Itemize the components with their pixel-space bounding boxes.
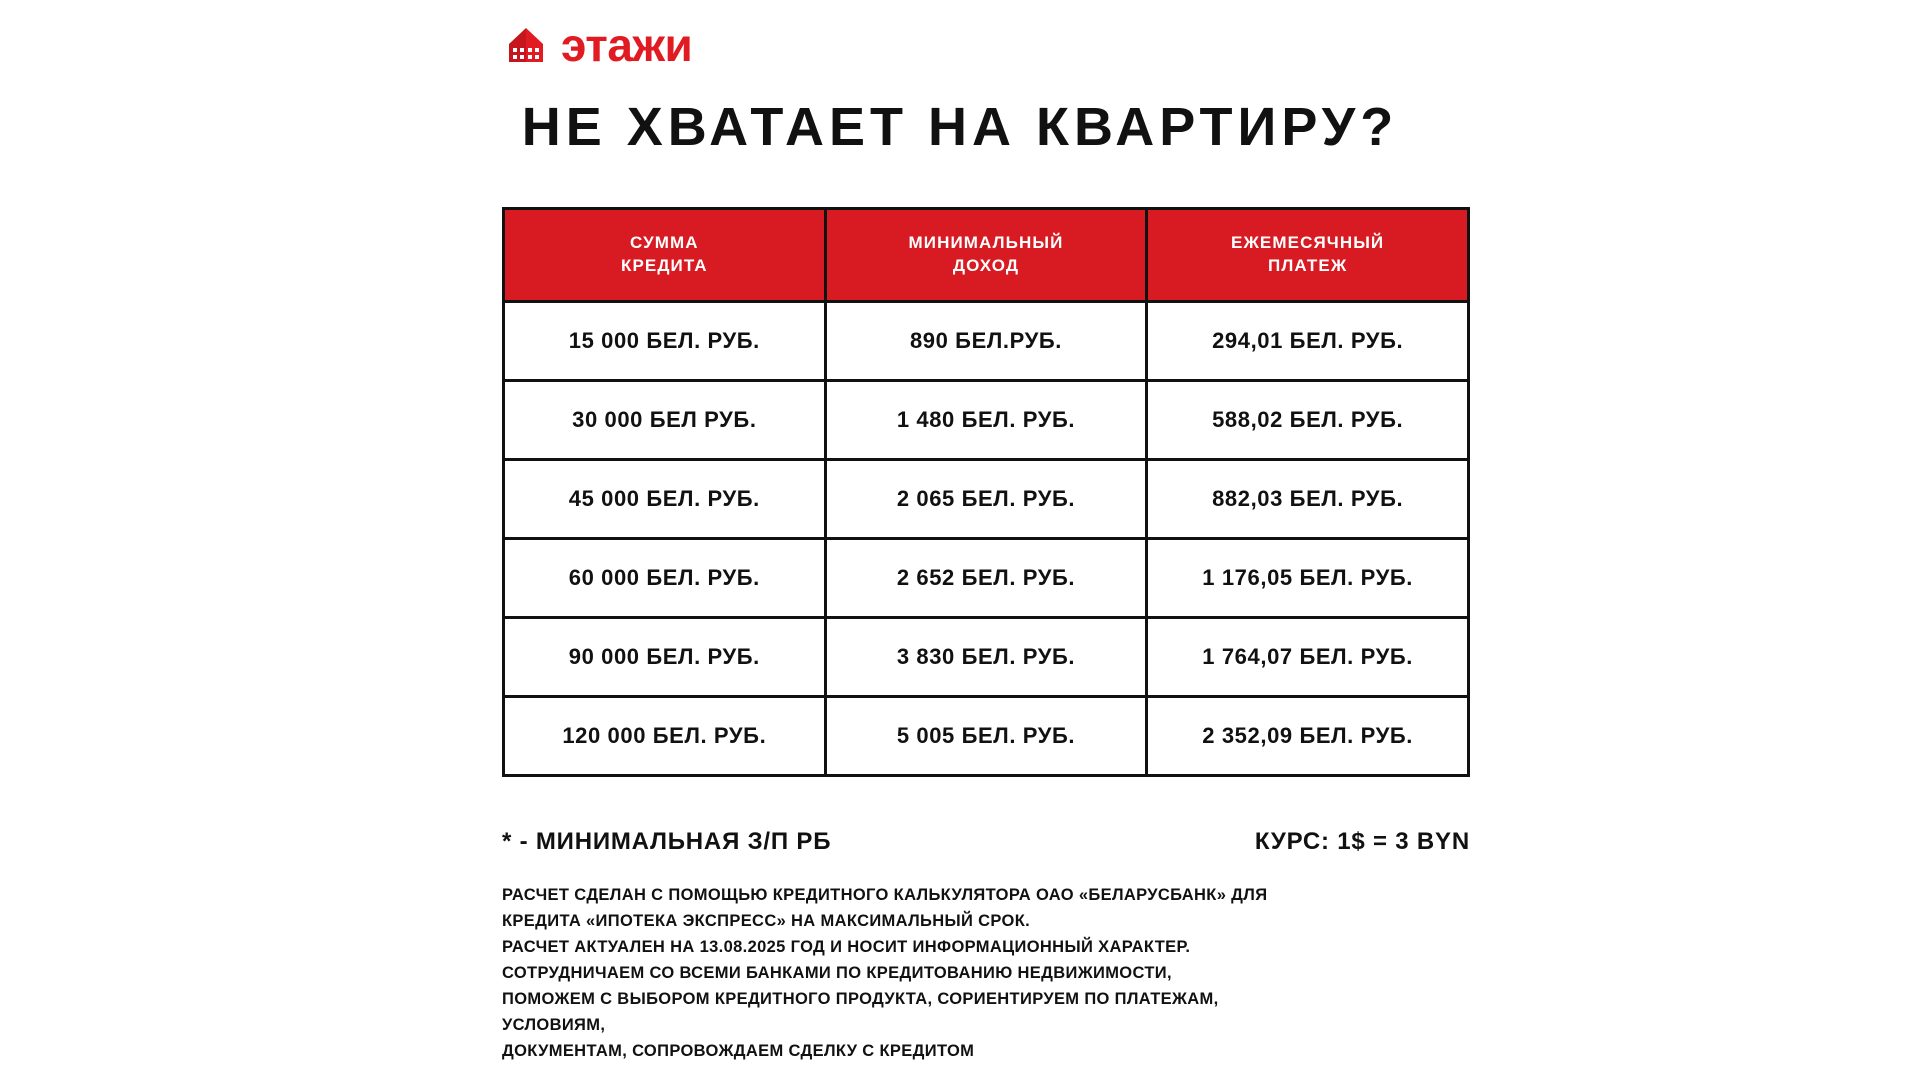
cell-loan-amount: 15 000 БЕЛ. РУБ. (504, 301, 826, 380)
table-row (504, 380, 1469, 459)
disclaimer-line: УСЛОВИЯМ, (502, 1016, 606, 1035)
column-header-line-2: КРЕДИТА (620, 255, 708, 275)
cell-minimum-income: 1 480 БЕЛ. РУБ. (825, 380, 1147, 459)
column-header-line-1: МИНИМАЛЬНЫЙ (908, 233, 1064, 252)
disclaimer-line: ПОМОЖЕМ С ВЫБОРОМ КРЕДИТНОГО ПРОДУКТА, СОРИЕНТИРУЕМ ПО ПЛАТЕЖАМ, (502, 990, 1219, 1009)
cell-loan-amount: 45 000 БЕЛ. РУБ. (504, 459, 826, 538)
table-row (504, 459, 1469, 538)
page-title: НЕ ХВАТАЕТ НА КВАРТИРУ? (521, 97, 1399, 157)
minimum-salary-note: * - МИНИМАЛЬНАЯ З/П РБ (502, 828, 832, 855)
cell-loan-amount: 90 000 БЕЛ. РУБ. (504, 617, 826, 696)
cell-minimum-income: 3 830 БЕЛ. РУБ. (825, 617, 1147, 696)
table-row (504, 301, 1469, 380)
cell-monthly-payment: 1 176,05 БЕЛ. РУБ. (1147, 538, 1469, 617)
disclaimer-line: РАСЧЕТ АКТУАЛЕН НА 13.08.2025 ГОД И НОСИТ ИНФОРМАЦИОННЫЙ ХАРАКТЕР. (502, 938, 1191, 957)
table-row (504, 696, 1469, 775)
column-header-minimum-income (825, 209, 1147, 302)
cell-loan-amount: 60 000 БЕЛ. РУБ. (504, 538, 826, 617)
disclaimer-line: СОТРУДНИЧАЕМ СО ВСЕМИ БАНКАМИ ПО КРЕДИТОВАНИЮ НЕДВИЖИМОСТИ, (502, 964, 1172, 983)
column-header-monthly-payment (1147, 209, 1469, 302)
cell-monthly-payment: 882,03 БЕЛ. РУБ. (1147, 459, 1469, 538)
cell-monthly-payment: 294,01 БЕЛ. РУБ. (1147, 301, 1469, 380)
column-header-line-1: СУММА (629, 233, 699, 252)
cell-minimum-income: 5 005 БЕЛ. РУБ. (825, 696, 1147, 775)
column-header-line-1: ЕЖЕМЕСЯЧНЫЙ (1231, 233, 1385, 252)
table-row (504, 617, 1469, 696)
brand-logo (505, 19, 693, 71)
brand-name: этажи (561, 19, 693, 71)
cell-monthly-payment: 588,02 БЕЛ. РУБ. (1147, 380, 1469, 459)
notes-row (502, 828, 1470, 856)
disclaimer-line: РАСЧЕТ СДЕЛАН С ПОМОЩЬЮ КРЕДИТНОГО КАЛЬКУЛЯТОРА ОАО «БЕЛАРУСБАНК» ДЛЯ (502, 886, 1268, 904)
cell-monthly-payment: 1 764,07 БЕЛ. РУБ. (1147, 617, 1469, 696)
disclaimer-line: КРЕДИТА «ИПОТЕКА ЭКСПРЕСС» НА МАКСИМАЛЬНЫЙ СРОК. (502, 912, 1031, 931)
column-header-line-2: ДОХОД (952, 255, 1020, 275)
cell-minimum-income: 2 652 БЕЛ. РУБ. (825, 538, 1147, 617)
disclaimer-line: ДОКУМЕНТАМ, СОПРОВОЖДАЕМ СДЕЛКУ С КРЕДИТОМ (502, 1042, 975, 1061)
disclaimer-block (502, 882, 1427, 1064)
table-row (504, 538, 1469, 617)
cell-loan-amount: 120 000 БЕЛ. РУБ. (504, 696, 826, 775)
credit-table (502, 207, 1470, 777)
exchange-rate-note: КУРС: 1$ = 3 BYN (1254, 828, 1470, 855)
cell-monthly-payment: 2 352,09 БЕЛ. РУБ. (1147, 696, 1469, 775)
building-icon (505, 24, 547, 66)
column-header-loan-amount (504, 209, 826, 302)
cell-minimum-income: 890 БЕЛ.РУБ. (825, 301, 1147, 380)
cell-minimum-income: 2 065 БЕЛ. РУБ. (825, 459, 1147, 538)
credit-table-wrapper (502, 207, 1470, 777)
table-header-row (504, 209, 1469, 302)
cell-loan-amount: 30 000 БЕЛ РУБ. (504, 380, 826, 459)
table-header (504, 209, 1469, 302)
table-body (504, 301, 1469, 775)
column-header-line-2: ПЛАТЕЖ (1268, 255, 1348, 275)
